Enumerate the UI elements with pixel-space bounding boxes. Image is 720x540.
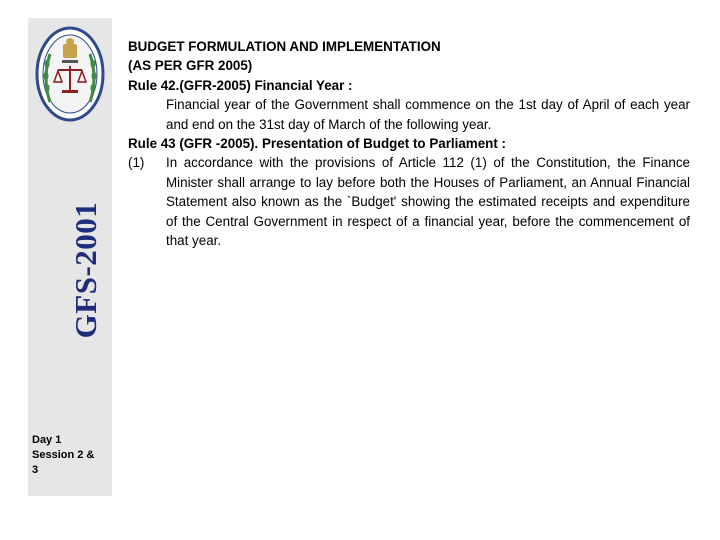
sidebar-panel	[28, 18, 112, 496]
rule-42-label: Rule 42.(GFR-2005) Financial Year :	[128, 77, 353, 93]
session-line-3: 3	[32, 464, 39, 476]
session-line-2: Session 2 &	[32, 449, 95, 461]
item-text: In accordance with the provisions of Article 112 (1) of the Constitution, the Finance Minister shall arrange to lay before both the Houses of Parliament, an Annual Financial Statement also known as the `Budget' showing the estimated receipts and expenditure of the Central Government in respect of a financial year, before the commencement of that year.	[166, 155, 690, 249]
rule-42-text: Financial year of the Government shall commence on the 1st day of April of each year and end on the 31st day of March of the following year.	[166, 97, 690, 132]
page-subtitle: (AS PER GFR 2005)	[128, 58, 253, 74]
rule-43-heading: Rule 43 (GFR -2005). Presentation of Budget to Parliament :	[128, 136, 506, 152]
rule-42-heading	[128, 76, 690, 95]
vertical-title: GFS-2001	[68, 201, 103, 339]
item-number: (1)	[128, 155, 145, 171]
session-line-1: Day 1	[32, 434, 62, 446]
session-label	[32, 433, 108, 478]
page-title: BUDGET FORMULATION AND IMPLEMENTATION	[128, 39, 441, 54]
content-body	[128, 37, 690, 250]
rule-43-item-1	[128, 153, 690, 250]
government-emblem-icon	[34, 24, 106, 124]
